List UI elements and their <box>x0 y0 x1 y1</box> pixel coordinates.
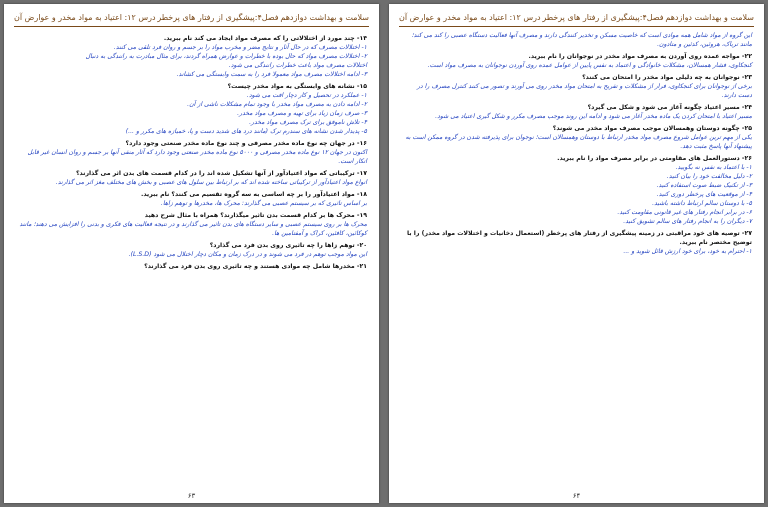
answer-text: یکی از مهم ترین عوامل شروع مصرف مواد مخدر ارتباط با دوستان وهمسالان است؛ نوجوان برای پذیرفته شدن در گروه ممکن است به پیشنهاد آنها پاسخ مثبت دهد. <box>405 134 752 150</box>
header-chapter-title: فصل۴:پیشگیری از رفتار های پرخطر <box>157 12 279 22</box>
question-text: ۲۱- مخدرها شامل چه موادی هستند و چه تاثیری روی بدن فرد می گذارند؟ <box>144 263 367 270</box>
page-header <box>399 8 754 27</box>
question-text: ۲۵- چگونه دوستان وهمسالان موجب مصرف مواد مخدر می شوند؟ <box>552 125 752 132</box>
answer-text: ۴- از موقعیت های پرخطر دوری کنید. <box>656 191 752 198</box>
answer-text: محرک ها بر روی سیستم عصبی و سایر دستگاه های بدن تاثیر می گذارند و در نتیجه فعالیت های فکری و بدنی را افزایش می دهند؛ مانند کوکائین، کافئین، کراک و آمفتامین ها. <box>19 221 367 237</box>
answer-text: ۱- عملکرد در تحصیل و کار دچار افت می شود. <box>246 92 367 99</box>
header-chapter-title: فصل۴:پیشگیری از رفتار های پرخطر <box>542 12 664 22</box>
question-text: ۲۲- مواجه عمده روی آوردن به مصرف مواد مخدر در نوجوانان را نام ببرید. <box>528 53 752 60</box>
answer-text: ۳- ادامه اختلالات مصرف مواد معمولا فرد را به سمت وابستگی می کشاند. <box>176 71 367 78</box>
answer-text: ۲- ادامه دادن به مصرف مواد مخدر با وجود تمام مشکلات ناشی از آن. <box>187 101 367 108</box>
answer-text: انواع مواد اعتیادآور از ترکیباتی ساخته شده اند که بر ارتباط بین سلول های عصبی و بخش های مختلف مغز اثر می گذارند. <box>55 179 367 186</box>
question-text: ۱۹- محرک ها بر کدام قسمت بدن تاثیر میگذارند؟ همراه با مثال شرح دهید <box>144 212 367 219</box>
answer-text: ۶- در برابر انجام رفتار های غیر قانونی مقاومت کنید. <box>617 209 752 216</box>
answer-text: این گروه از مواد شامل همه موادی است که خاصیت مسکن و تخدیر کنندگی دارند و مصرف آنها فعالیت دستگاه عصبی را کند می کند؛ مانند تریاک، هروئین، کدئین و متادون. <box>411 32 752 48</box>
question-text: ۲۴- مسیر اعتیاد چگونه آغاز می شود و شکل می گیرد؟ <box>587 104 752 111</box>
answer-text: ۲- اختلالات مصرف مواد که حال بوده با خطرات و عوارض همراه گردند، برای مثال مبادرت به رانندگی به دنبال <box>85 53 367 60</box>
header-book-title: سلامت و بهداشت دوازدهم <box>280 12 369 22</box>
page-header <box>14 8 369 27</box>
question-text: ۱۷- ترکیباتی که مواد اعتیادآور از آنها تشکیل شده اند را در کدام قسمت های بدن اثر می گذارند؟ <box>75 170 367 177</box>
answer-text: ۵- پدیدار شدن نشانه های سندرم ترک (مانند درد های شدید دست و پا، خمیازه های مکرر و ...) <box>125 128 367 135</box>
answer-text: ۷- دیگران را به انجام رفتار های سالم تشویق کنید. <box>623 218 752 225</box>
answer-text: ۵- با دوستان سالم ارتباط داشته باشید. <box>652 200 752 207</box>
question-text: ۲۷- توصیه های خود مراقبتی در زمینه پیشگیری از رفتار های پرخطر (استعمال دخانیات و اختلالات مواد مخدر) را با توضیح مختصر نام ببرید. <box>406 230 752 246</box>
answer-text: ۴- تلاش ناموفق برای ترک مصرف مواد مخدر. <box>249 119 367 126</box>
answer-text: ۳- از تکنیک ضبط صوت استفاده کنید. <box>656 182 752 189</box>
question-text: ۱۶- در جهان چه نوع ماده مخدر مصرفی و چند نوع ماده مخدر صنعتی وجود دارد؟ <box>125 140 367 147</box>
question-text: ۲۰- توهم زاها را چه تاثیری روی بدن فرد می گذارد؟ <box>209 242 367 249</box>
question-text: ۲۶- دستورالعمل های مقاومتی در برابر مصرف مواد را نام ببرید. <box>557 155 752 162</box>
left-page <box>4 4 379 503</box>
answer-text: ۱- با اعتماد به نفس نه بگویید. <box>675 164 752 171</box>
left-page-content <box>4 27 379 271</box>
question-text: ۱۴- چند مورد از اختلالاتی را که مصرف مواد ایجاد می کند نام ببرید. <box>163 35 367 42</box>
question-text: ۱۵- نشانه های وابستگی به مواد مخدر چیست؟ <box>227 83 367 90</box>
answer-text: ۱- اختلالات مصرف که در حال آثار و نتایج مضر و مخرب مواد را بر جسم و روان فرد تلقی می کنند. <box>113 44 367 51</box>
page-number: ۶۴ <box>572 492 581 500</box>
right-page <box>389 4 764 503</box>
answer-text: کنجکاوی، فشار همسالان، مشکلات خانوادگی و اعتماد به نفس پایین از عوامل عمده روی آوردن نوجوانان به مصرف مواد است. <box>427 62 752 69</box>
question-text: ۲۳- نوجوانان به چه دلیلی مواد مخدر را امتحان می کنند؟ <box>582 74 752 81</box>
answer-text: بر اساس تاثیری که بر سیستم عصبی می گذارند: محرک ها، مخدرها و توهم زاها. <box>160 200 367 207</box>
answer-text: این مواد موجب توهم در فرد می شوند و در درک زمان و مکان دچار اختلال می شود (L.S.D). <box>128 251 367 258</box>
header-lesson-title: درس ۱۲: اعتیاد به مواد مخدر و عوارض آن <box>399 12 541 22</box>
question-text: ۱۸- مواد اعتیادآور را بر چه اساسی به سه گروه تقسیم می کنند؟ نام ببرید. <box>140 191 367 198</box>
answer-text: اختلالات مصرف مواد باعث خطرات رانندگی می شود. <box>228 62 367 69</box>
page-number: ۶۳ <box>187 492 196 500</box>
answer-text: مسیر اعتیاد با امتحان کردن یک ماده مخدر آغاز می شود و ادامه این روند موجب مصرف مکرر و شکل گیری اعتیاد می شود. <box>435 113 752 120</box>
answer-text: ۱- احترام به خود، برای خود ارزش قائل شوید و ... <box>623 248 752 255</box>
answer-text: برخی از نوجوانان برای کنجکاوی، فرار از مشکلات و تفریح به امتحان مواد مخدر روی می آورند و تصور می کنند کنترل مصرف را در دست دارند. <box>416 83 752 99</box>
answer-text: ۲- دلیل مخالفت خود را بیان کنید. <box>666 173 752 180</box>
answer-text: اکنون در جهان ۱۲ نوع ماده مخدر مصرفی و ۵۰۰۰ نوع ماده مخدر صنعتی وجود دارد که آثار منفی آنها بر جسم و روان انسان غیر قابل انکار است. <box>27 149 367 165</box>
answer-text: ۳- صرف زمان زیاد برای تهیه و مصرف مواد مخدر. <box>237 110 367 117</box>
header-lesson-title: درس ۱۲: اعتیاد به مواد مخدر و عوارض آن <box>14 12 156 22</box>
right-page-content <box>389 27 764 256</box>
header-book-title: سلامت و بهداشت دوازدهم <box>665 12 754 22</box>
